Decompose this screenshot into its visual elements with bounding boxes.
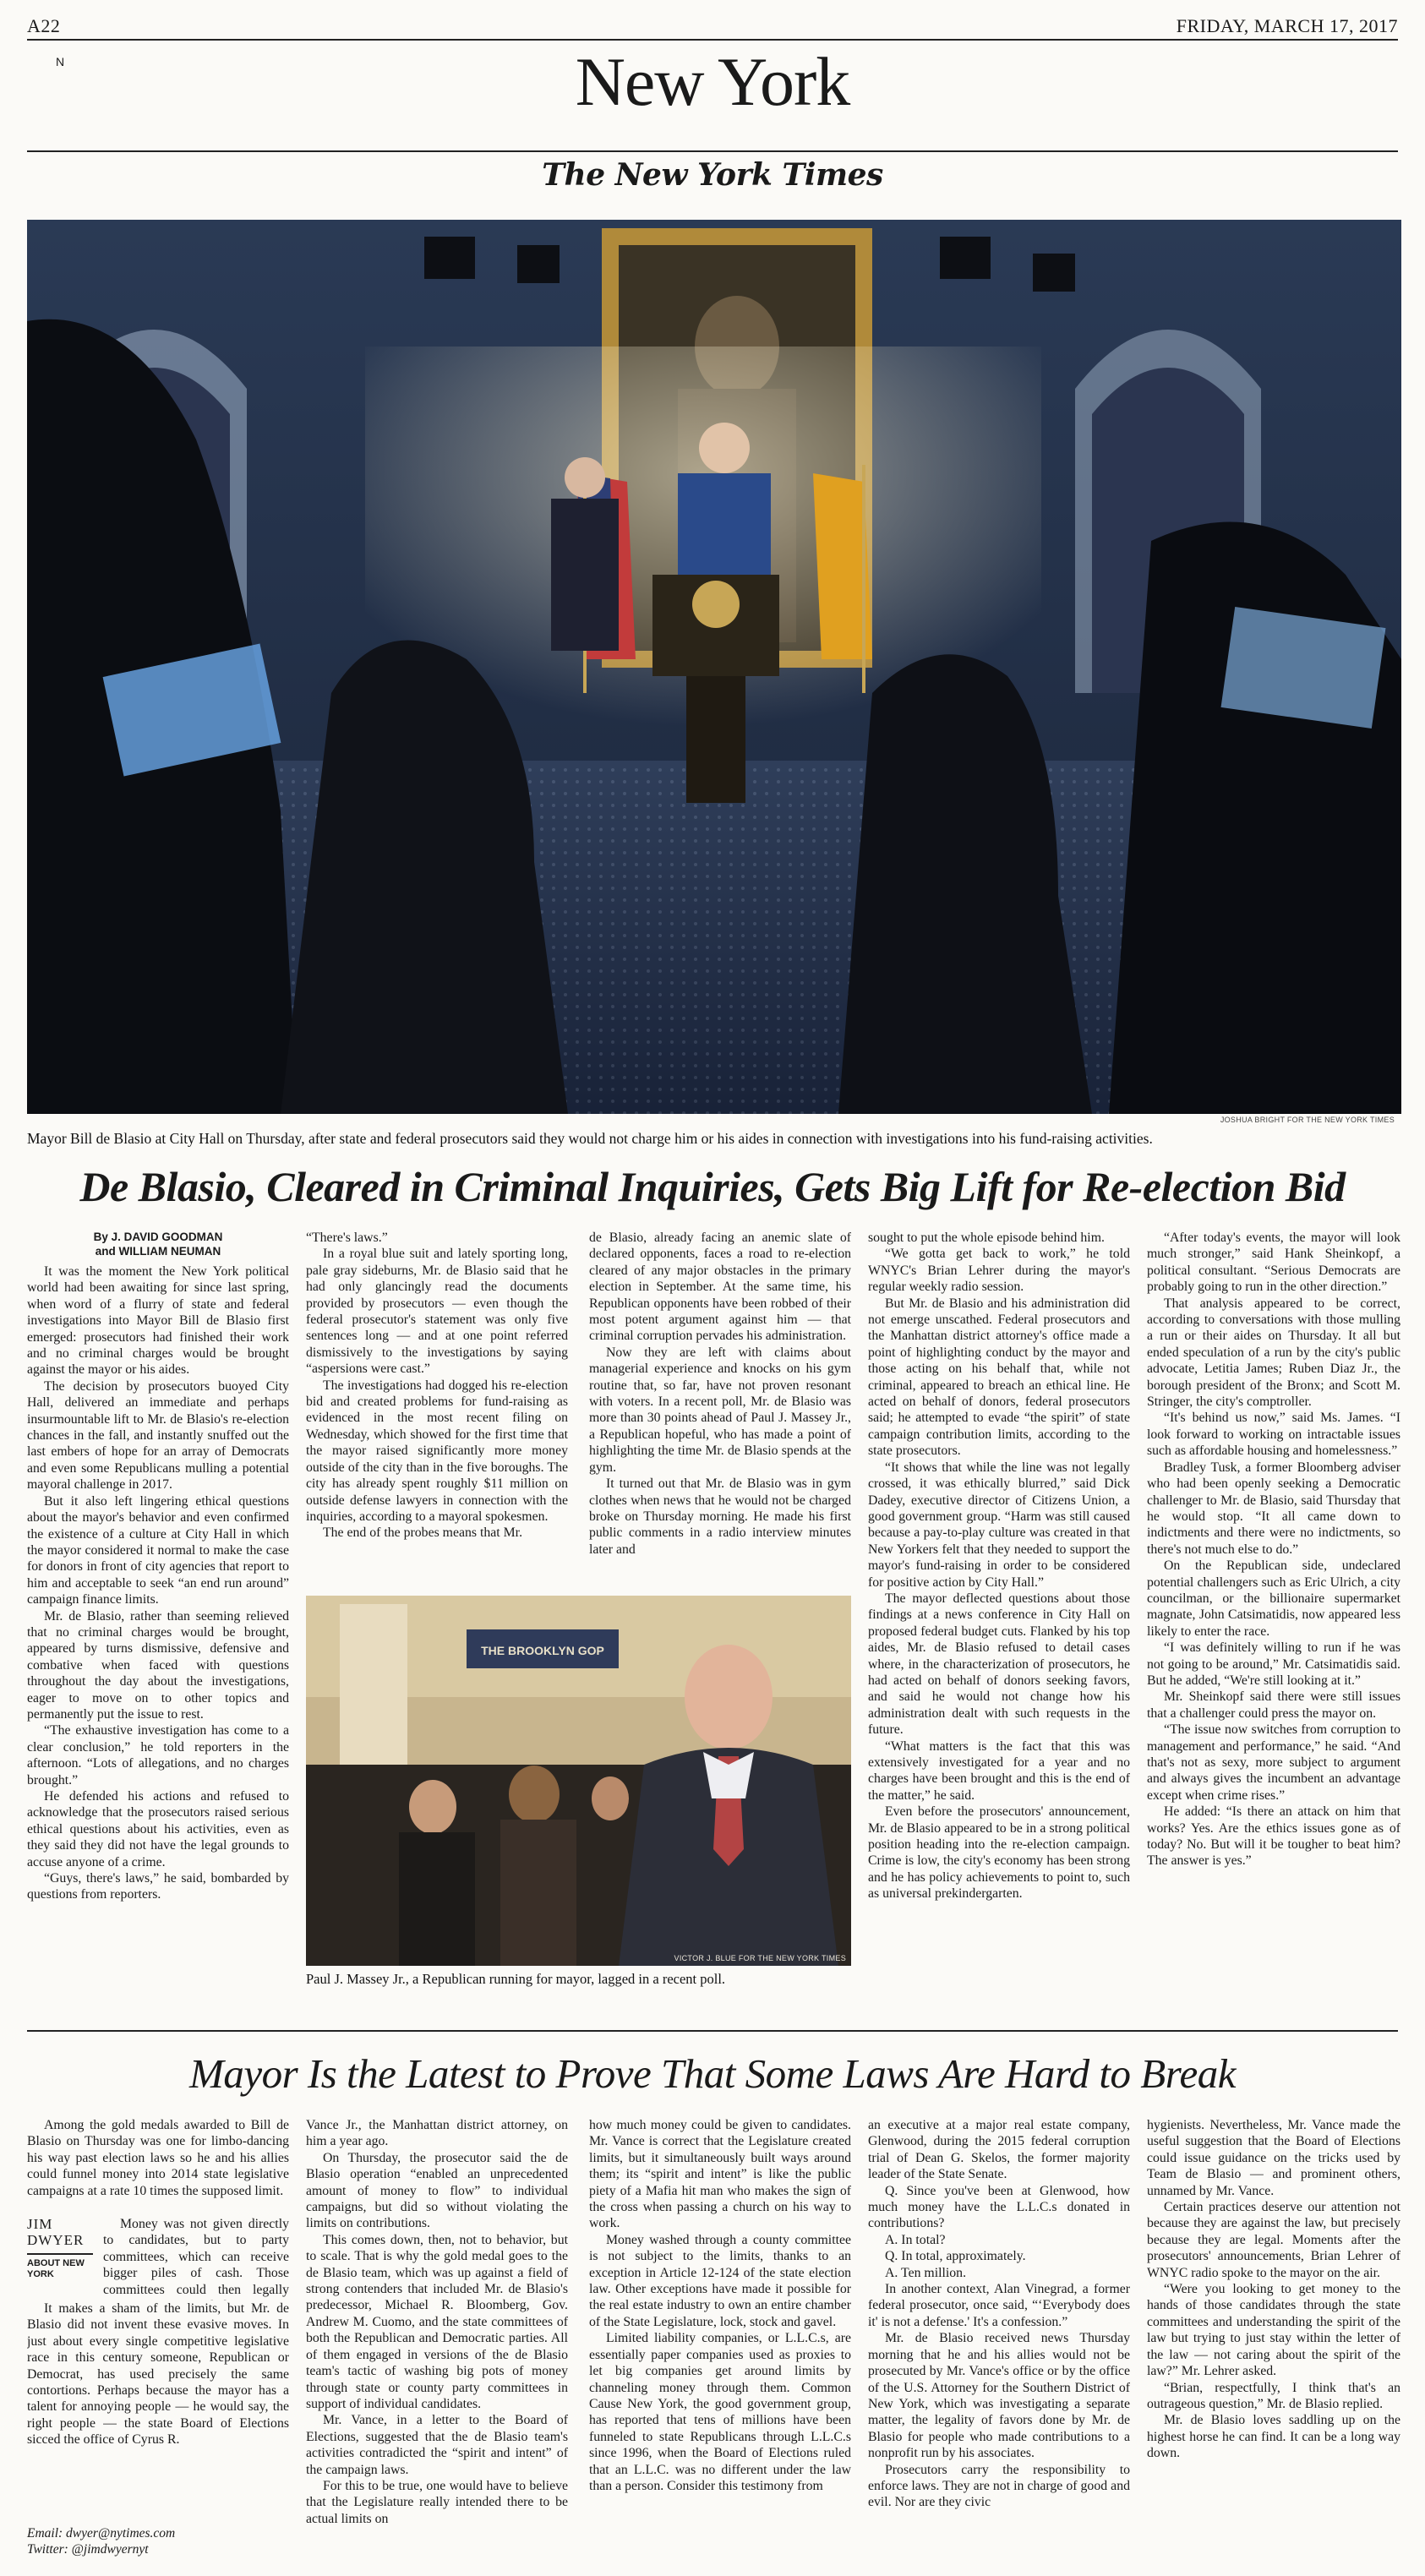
paragraph: Q. In total, approximately.: [885, 2249, 1026, 2264]
top-rule: [27, 39, 1398, 41]
paragraph: Limited liability companies, or L.L.C.s, are essentially paper companies used as proxies to let big companies get around limits by channeling money through them. Common Cause New York, the good government group, has reported that tens of millions have been funneled to state Republicans through L.L.C.s since 1996, when the Board of Elections ruled that an L.L.C. was no different under the law than a person. Consider this testimony from: [589, 2331, 851, 2493]
paragraph: A. Ten million.: [885, 2265, 967, 2280]
paragraph: Among the gold medals awarded to Bill de Blasio on Thursday was one for limbo-dancing his way past election laws so he and his allies could funnel money into 2014 state legislative campaigns at a rate 10 times the supposed limit.: [27, 2118, 289, 2198]
paragraph: Q. Since you've been at Glenwood, how much money have the L.L.C.s donated in contributions?: [868, 2183, 1130, 2231]
column-label: ABOUT NEW YORK: [27, 2253, 93, 2280]
paragraph: “We gotta get back to work,” he told WNYC's Brian Lehrer during the mayor's regular weekly radio session.: [868, 1247, 1130, 1295]
hero-photo-caption: Mayor Bill de Blasio at City Hall on Thursday, after state and federal prosecutors said they would not charge him or his aides in connection with investigations into his fund-raising activities.: [27, 1130, 1153, 1147]
paragraph: Money was not given directly to candidates, but to party committees, which can receive bigger piles of cash. Those committees could then legally: [103, 2217, 289, 2297]
paragraph: “The issue now switches from corruption to management and performance,” he said. “And that's not as sexy, more subject to argument and always gives the incumbent an advantage except when crime rises.”: [1147, 1722, 1400, 1803]
issue-date: FRIDAY, MARCH 17, 2017: [1176, 15, 1398, 36]
inset-photo-illustration: [306, 1596, 851, 1966]
column-headline: Mayor Is the Latest to Prove That Some Laws Are Hard to Break: [189, 2050, 1236, 2097]
paragraph: This comes down, then, not to behavior, but to scale. That is why the gold medal goes to the de Blasio team, which was up against a field of strong contenders that included Mr. de Blasio's predecessor, Michael R. Bloomberg, Gov. Andrew M. Cuomo, and the state committees of both the Republican and Democratic parties. All of them engaged in versions of the de Blasio team's tactic of washing big pots of money through state or county party committees in support of individual candidates.: [306, 2232, 568, 2411]
paragraph: “It shows that while the line was not legally crossed, it was ethically blurred,” said Dick Dadey, executive director of Citizens Union, a good government group. “Harm was still caused because a pay-to-play culture was created in that New Yorkers felt that they needed to support the mayor's fund-raising in order to be considered for positive action by City Hall.”: [868, 1460, 1130, 1590]
story-2-column-3: [589, 2117, 851, 2573]
paragraph: Mr. de Blasio loves saddling up on the highest horse he can find. It can be a long way down.: [1147, 2413, 1400, 2461]
byline-author-1: By J. DAVID GOODMAN: [93, 1231, 223, 1243]
story-headline: De Blasio, Cleared in Criminal Inquiries, Gets Big Lift for Re-election Bid: [79, 1163, 1346, 1210]
columnist-first-name: JIM: [27, 2216, 53, 2232]
story-2-column-2: [306, 2117, 568, 2573]
paragraph: Mr. Vance, in a letter to the Board of Elections, suggested that the de Blasio team's activities contradicted the “spirit and intent” of the campaign laws.: [306, 2413, 568, 2477]
story-2-column-1: [27, 2300, 289, 2519]
paragraph: “Guys, there's laws,” he said, bombarded by questions from reporters.: [27, 1871, 289, 1902]
paragraph: sought to put the whole episode behind him.: [868, 1231, 1105, 1245]
columnist-last-name: DWYER: [27, 2232, 85, 2248]
paragraph: The mayor deflected questions about those findings at a news conference in City Hall on proposed federal budget cuts. Flanked by his top aides, Mr. de Blasio refused to detail cases where, in the characterization of prosecutors, he had acted on behalf of donors seeking favors, and said he would not change how his administration dealt with such requests in the future.: [868, 1591, 1130, 1738]
paragraph: hygienists. Nevertheless, Mr. Vance made the useful suggestion that the Board of Elections could issue guidance on the tricks used by Team de Blasio — and prominent others, unnamed by Mr. Vance.: [1147, 2118, 1400, 2198]
columnist-contact: [27, 2525, 175, 2557]
paragraph: In another context, Alan Vinegrad, a former federal prosecutor, once said, “‘Everybody does it' is not a defense.' It's a confession.”: [868, 2282, 1130, 2329]
paragraph: Now they are left with claims about managerial experience and knocks on his gym routine that, so far, have not proven resonant with voters. In a recent poll, Mr. de Blasio was more than 30 points ahead of Paul J. Massey Jr., a Republican hopeful, who has made a point of highlighting the time Mr. de Blasio spends at the gym.: [589, 1345, 851, 1475]
inset-photo-credit: VICTOR J. BLUE FOR THE NEW YORK TIMES: [674, 1954, 846, 1962]
paragraph: It turned out that Mr. de Blasio was in gym clothes when news that he would not be charged broke on Thursday morning. He made his first public comments in a radio interview minutes later and: [589, 1476, 851, 1557]
hero-photo-credit: JOSHUA BRIGHT FOR THE NEW YORK TIMES: [1220, 1116, 1395, 1124]
edition-mark: N: [56, 55, 65, 68]
paragraph: Certain practices deserve our attention not because they are against the law, but precisely because they are legal. Moments after the prosecutors' announcements, Brian Lehrer of WNYC radio spoke to the mayor on the air.: [1147, 2200, 1400, 2280]
paragraph: It makes a sham of the limits, but Mr. de Blasio did not invent these evasive moves. In just about every single competitive legislative race in this century someone, Republican or Democrat, has used precisely the same contortions. Perhaps because the mayor has a talent for annoying people — he would say, the right people — the state Board of Elections sicced the office of Cyrus R.: [27, 2301, 289, 2448]
paragraph: “It's behind us now,” said Ms. James. “I look forward to working on intractable issues such as affordable housing and homelessness.”: [1147, 1411, 1400, 1459]
paragraph: He defended his actions and refused to acknowledge that the prosecutors raised serious ethical questions about his activities, even as they said they did not have the legal grounds to accuse anyone of a crime.: [27, 1789, 289, 1869]
byline-author-2: and WILLIAM NEUMAN: [95, 1245, 221, 1258]
story-2-column-4: [868, 2117, 1130, 2573]
paragraph: But Mr. de Blasio and his administration did not emerge unscathed. Federal prosecutors and the Manhattan district attorney's office made a point of highlighting conduct by the mayor and those acting on his behalf that, while not criminal, appeared to breach an ethical line. He acted on behalf of donors, federal prosecutors said; he attempted to evade “the spirit” of state campaign contribution limits, according to the state prosecutors.: [868, 1296, 1130, 1459]
paragraph: For this to be true, one would have to believe that the Legislature really intended there to be actual limits on: [306, 2478, 568, 2526]
byline: [27, 1230, 289, 1258]
paragraph: In a royal blue suit and lately sporting long, pale gray sideburns, Mr. de Blasio said that he had only glancingly read the documents provided by prosecutors — even though the federal prosecutor's statement was only five sentences long — and at one point referred dismissively to the investigations by saying “aspersions were cast.”: [306, 1247, 568, 1377]
paragraph: A. In total?: [885, 2232, 946, 2247]
paragraph: “The exhaustive investigation has come to a clear conclusion,” he told reporters in the afternoon. “Lots of allegations, and no charges brought.”: [27, 1723, 289, 1787]
paragraph: Money washed through a county committee is not subject to the limits, thanks to an exception in Article 12-124 of the state election law. Other exceptions have made it possible for the real estate industry to own an entire chamber of the State Legislature, lock, stock and gavel.: [589, 2232, 851, 2329]
paragraph: On the Republican side, undeclared potential challengers such as Eric Ulrich, a city councilman, or the billionaire supermarket magnate, John Catsimatidis, now appeared less likely to enter the race.: [1147, 1558, 1400, 1639]
inset-banner-text: THE BROOKLYN GOP: [481, 1644, 604, 1657]
masthead-logo: The New York Times: [542, 157, 883, 193]
inset-photo-caption: Paul J. Massey Jr., a Republican running for mayor, lagged in a recent poll.: [306, 1971, 726, 1987]
paragraph: Bradley Tusk, a former Bloomberg adviser who had been openly seeking a Democratic challenger to Mr. de Blasio, said Thursday that he would stop. “It all came down to indictments and there were no indictments, so there's not much else to do.”: [1147, 1460, 1400, 1557]
paragraph: He added: “Is there an attack on him that works? Yes. Are the ethics issues gone as of today? No. But will it be tougher to beat him? The answer is yes.”: [1147, 1804, 1400, 1869]
story-2-column-5: [1147, 2117, 1400, 2573]
story-column-2: [306, 1230, 568, 1585]
story-column-1: [27, 1230, 289, 1999]
story-column-4: [868, 1230, 1130, 1999]
page-number: A22: [27, 15, 61, 36]
paragraph: “Brian, respectfully, I think that's an outrageous question,” Mr. de Blasio replied.: [1147, 2380, 1400, 2411]
paragraph: Even before the prosecutors' announcement, Mr. de Blasio appeared to be in a strong political position heading into the re-election campaign. Crime is low, the city's economy has been strong and he has policy achievements to point to, such as universal prekindergarten.: [868, 1804, 1130, 1902]
paragraph: Mr. de Blasio, rather than seeming relieved that no criminal charges would be brought, appeared by turns dismissive, defensive and combative when faced with questions throughout the day about the investigations, eager to move on to other topics and permanently put the issue to rest.: [27, 1608, 289, 1722]
columnist-email: Email: dwyer@nytimes.com: [27, 2526, 176, 2541]
section-title: New York: [575, 43, 850, 120]
paragraph: Mr. de Blasio received news Thursday morning that he and his allies would not be prosecuted by Mr. Vance's office or by the office of the U.S. Attorney for the Southern District of New York, which was investigating a separate matter, the legality of favors done by Mr. de Blasio for people who made contributions to a nonprofit run by his associates.: [868, 2331, 1130, 2461]
paragraph: “What matters is the fact that this was extensively investigated for a year and no charges have been brought and this is the end of the matter,” he said.: [868, 1738, 1130, 1803]
paragraph: Vance Jr., the Manhattan district attorney, on him a year ago.: [306, 2118, 568, 2149]
story-divider: [27, 2030, 1398, 2032]
paragraph: Mr. Sheinkopf said there were still issues that a challenger could press the mayor on.: [1147, 1689, 1400, 1721]
section-rule: [27, 150, 1398, 152]
column-wrap-text: [103, 2216, 289, 2300]
top-bar: [27, 10, 1398, 39]
hero-photo: [27, 220, 1401, 1114]
paragraph: “I was definitely willing to run if he was not going to be around,” Mr. Catsimatidis said. But he added, “We're still looking at it.”: [1147, 1640, 1400, 1688]
paragraph: The end of the probes means that Mr.: [323, 1525, 523, 1541]
paragraph: Prosecutors carry the responsibility to enforce laws. They are not in charge of good and evil. Nor are they civic: [868, 2462, 1130, 2510]
hero-photo-illustration: [27, 220, 1401, 1114]
paragraph: “After today's events, the mayor will look much stronger,” said Hank Sheinkopf, a political consultant. “Serious Democrats are probably going to run in the other direction.”: [1147, 1231, 1400, 1295]
story-column-3: [589, 1230, 851, 1585]
paragraph: an executive at a major real estate company, Glenwood, during the 2015 federal corruption trial of Dean G. Skelos, the former majority leader of the State Senate.: [868, 2118, 1130, 2182]
paragraph: That analysis appeared to be correct, according to conversations with those mulling a run or their aides on Thursday. It all but ended speculation of a run by the city's public advocate, Letitia James; Ruben Diaz Jr., the borough president of the Bronx; and Scott M. Stringer, the city's comptroller.: [1147, 1296, 1400, 1410]
paragraph: “Were you looking to get money to the hands of those candidates through the state committees and understanding the spirit of the law but trying to just stay within the letter of the law — not caring about the spirit of the law?” Mr. Lehrer asked.: [1147, 2282, 1400, 2379]
paragraph: The decision by prosecutors buoyed City Hall, delivered an immediate and perhaps insurmountable lift to Mr. de Blasio's re-election chances in the fall, and instantly snuffed out the last embers of hope for an array of Democrats and even some Republicans mulling a potential mayoral challenge in 2017.: [27, 1378, 289, 1493]
inset-photo: [306, 1596, 851, 1966]
story-column-5: [1147, 1230, 1400, 1999]
paragraph: It was the moment the New York political world had been awaiting for since last spring, when word of a flurry of state and federal investigations into Mayor Bill de Blasio first emerged: prosecutors had finished their work and no criminal charges would be brought against the mayor or his aides.: [27, 1264, 289, 1378]
paragraph: how much money could be given to candidates. Mr. Vance is correct that the Legislature created limits, but it simultaneously built ways around them; its “spirit and intent” is like the public piety of a Mafia hit man who makes the sign of the cross when passing a church on his way to work.: [589, 2118, 851, 2231]
paragraph: The investigations had dogged his re-election bid and created problems for fund-raising as evidenced in the most recent filing on Wednesday, which showed for the first time that the mayor raised significantly more money outside of the city than in the five boroughs. The city has already spent roughly $11 million on outside defense lawyers in connection with the inquiries, according to a mayoral spokesmen.: [306, 1378, 568, 1524]
column-intro: [27, 2117, 289, 2215]
columnist-twitter: Twitter: @jimdwyernyt: [27, 2542, 149, 2557]
paragraph: But it also left lingering ethical questions about the mayor's behavior and even confirmed the existence of a culture at City Hall in which the mayor considered it normal to make the case for donors in front of city agencies that report to him and acceptable to seek “an end run around” campaign finance limits.: [27, 1493, 289, 1607]
paragraph: de Blasio, already facing an anemic slate of declared opponents, faces a road to re-election cleared of any major obstacles in the primary election in September. At the same time, his Republican opponents have been robbed of their most potent argument against him — that criminal corruption pervades his administration.: [589, 1231, 851, 1344]
paragraph: On Thursday, the prosecutor said the de Blasio operation “enabled an unprecedented amount of money to flow” to individual campaigns, but did so without violating the limits on contributions.: [306, 2150, 568, 2231]
columnist-tag: [27, 2216, 93, 2280]
paragraph: “There's laws.”: [306, 1231, 388, 1245]
